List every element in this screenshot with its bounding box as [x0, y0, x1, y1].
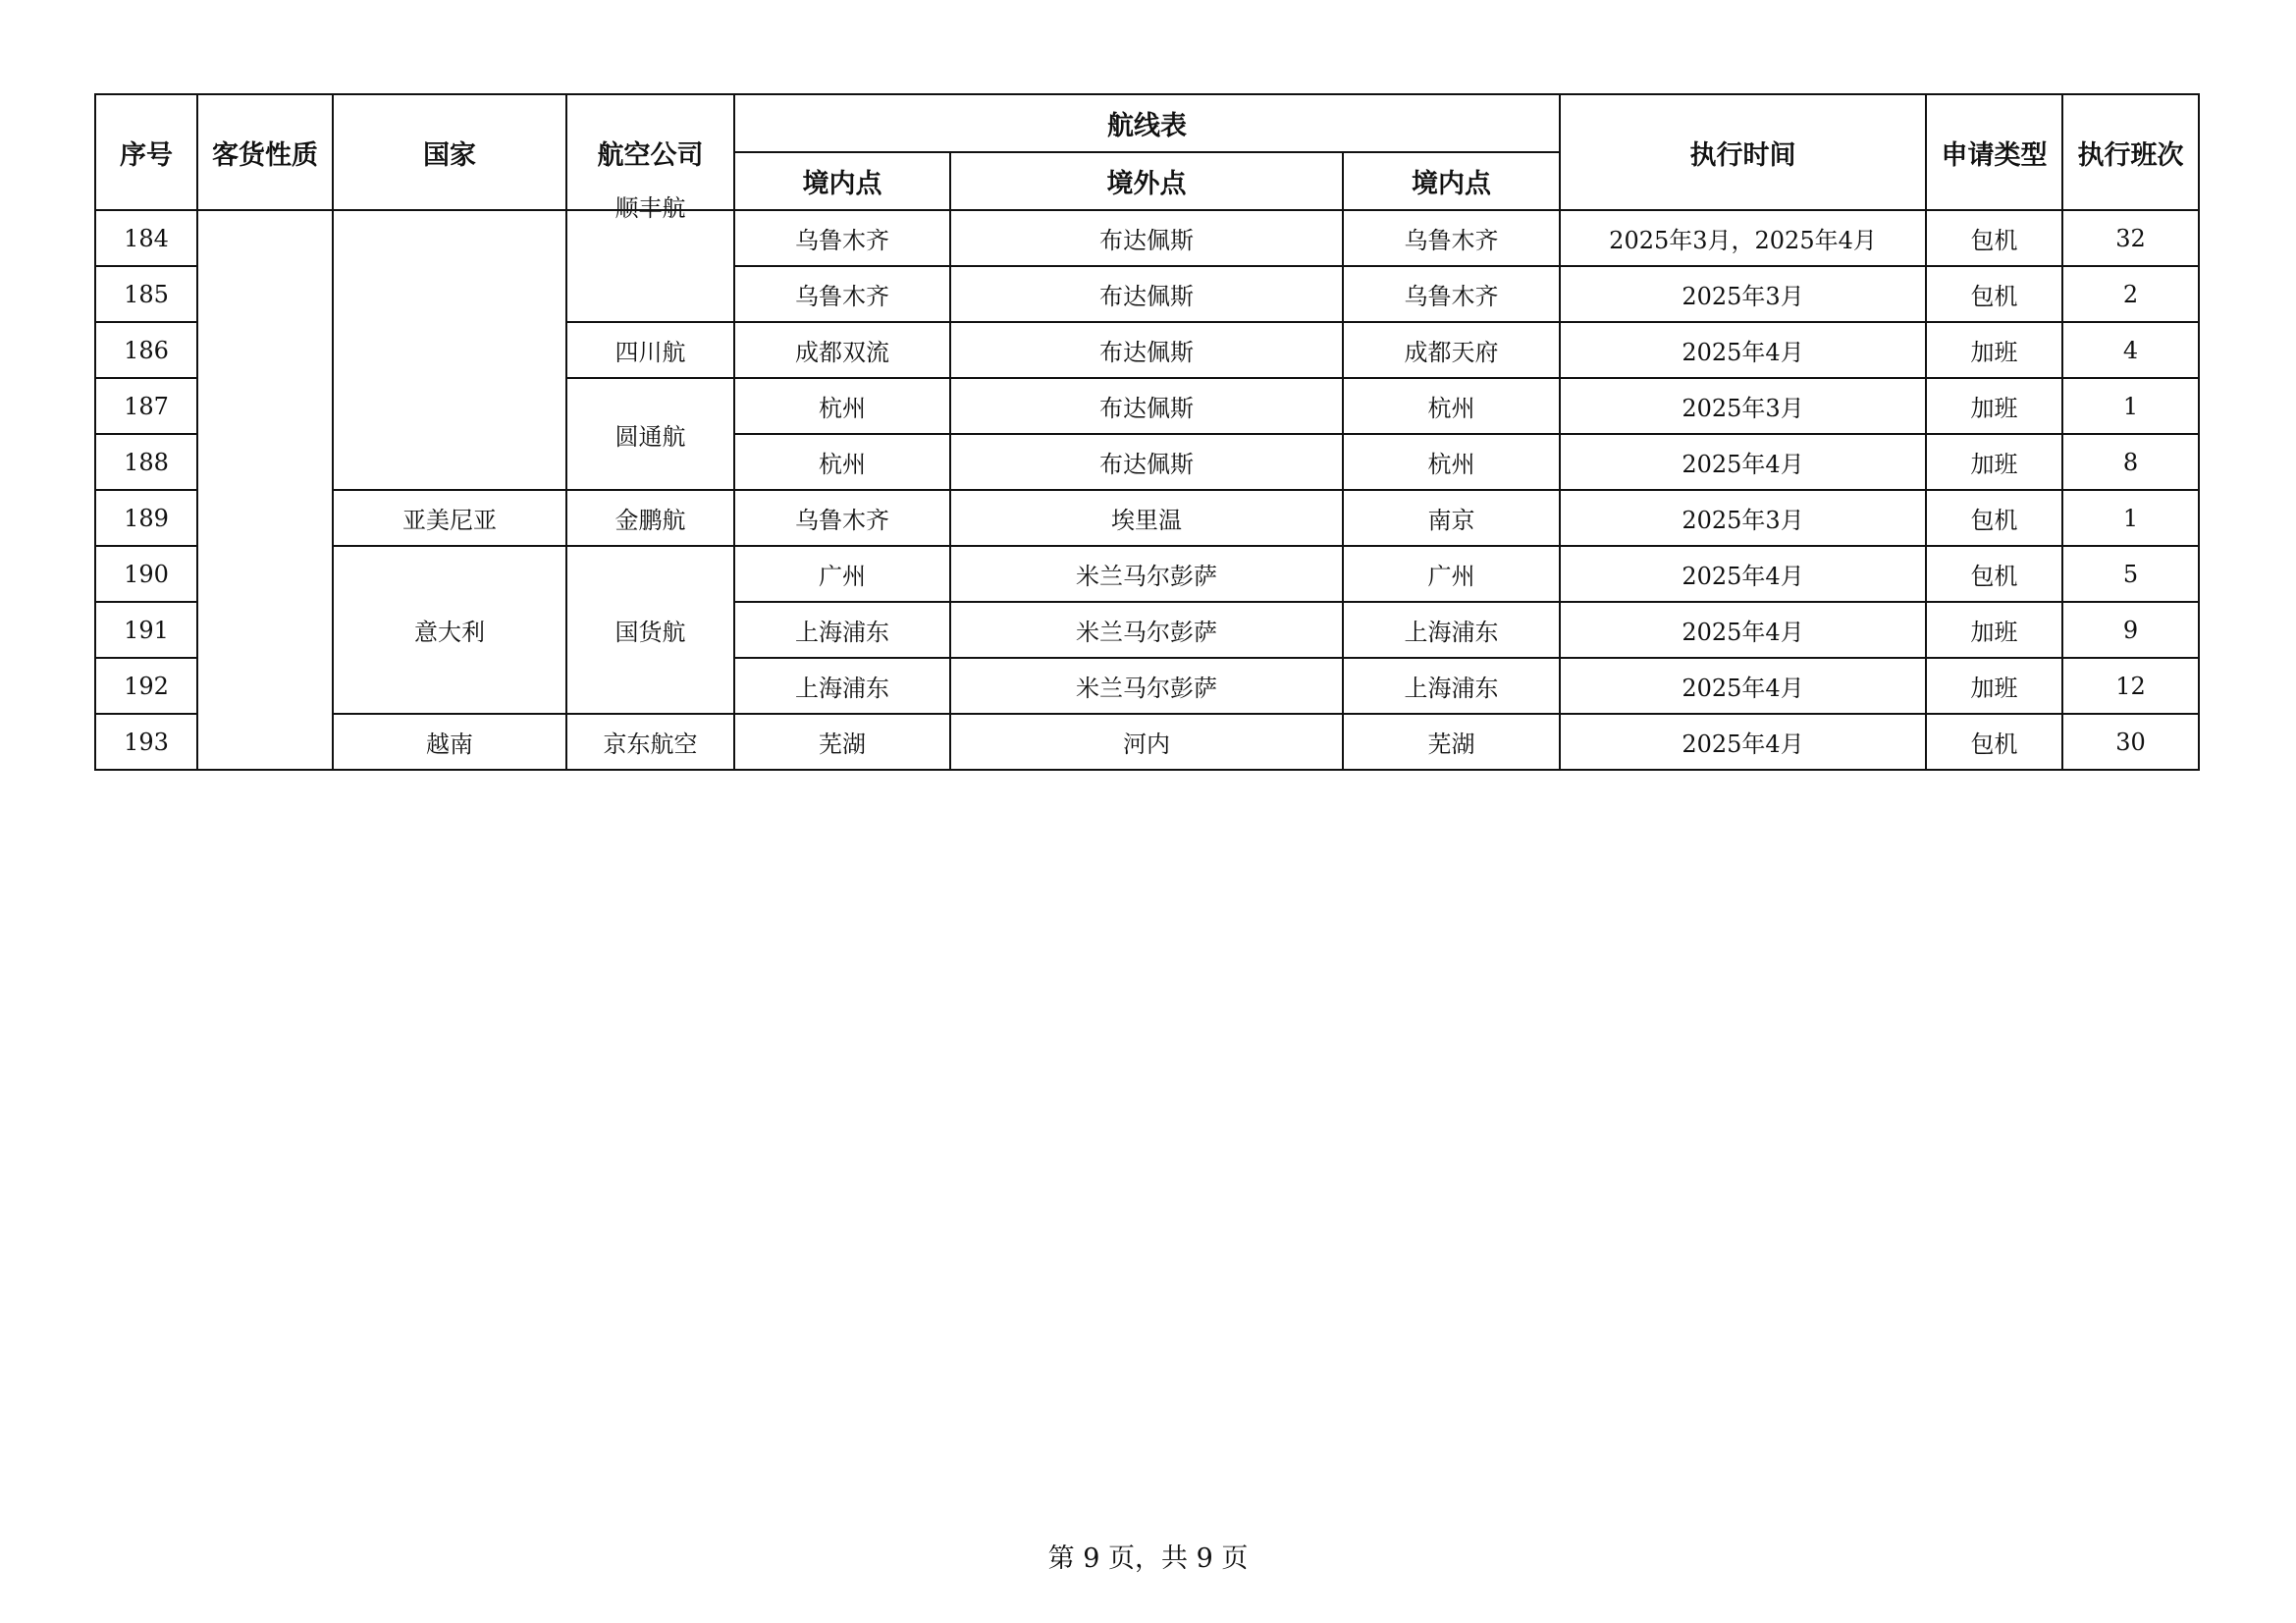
cell-period: 2025年4月: [1560, 546, 1926, 602]
cell-foreign: 布达佩斯: [950, 210, 1343, 266]
cell-country: [333, 210, 566, 490]
cell-domestic-to: 乌鲁木齐: [1343, 210, 1560, 266]
cell-domestic-from: 上海浦东: [734, 658, 950, 714]
cell-foreign: 布达佩斯: [950, 378, 1343, 434]
cell-type: 包机: [1926, 266, 2062, 322]
cell-flights: 9: [2062, 602, 2199, 658]
table-row: [95, 210, 2199, 266]
cell-type: 加班: [1926, 378, 2062, 434]
header-foreign: 境外点: [950, 152, 1343, 210]
table-header-row: [95, 94, 2199, 152]
cell-flights: 30: [2062, 714, 2199, 770]
header-airline: 航空公司: [566, 94, 734, 210]
cell-flights: 5: [2062, 546, 2199, 602]
header-nature: 客货性质: [197, 94, 333, 210]
cell-type: 包机: [1926, 714, 2062, 770]
cell-type: 包机: [1926, 546, 2062, 602]
cell-seq: 191: [95, 602, 197, 658]
cell-type: 加班: [1926, 602, 2062, 658]
cell-flights: 8: [2062, 434, 2199, 490]
cell-domestic-from: 乌鲁木齐: [734, 490, 950, 546]
cell-domestic-to: 南京: [1343, 490, 1560, 546]
cell-domestic-to: 上海浦东: [1343, 602, 1560, 658]
cell-domestic-to: 乌鲁木齐: [1343, 266, 1560, 322]
cell-seq: 188: [95, 434, 197, 490]
cell-domestic-to: 杭州: [1343, 378, 1560, 434]
cell-type: 包机: [1926, 210, 2062, 266]
cell-seq: 187: [95, 378, 197, 434]
cell-foreign: 米兰马尔彭萨: [950, 602, 1343, 658]
cell-flights: 1: [2062, 378, 2199, 434]
cell-airline: [566, 194, 734, 322]
cell-airline-label: 顺丰航: [614, 194, 686, 222]
cell-flights: 1: [2062, 490, 2199, 546]
cell-foreign: 布达佩斯: [950, 322, 1343, 378]
cell-domestic-to: 广州: [1343, 546, 1560, 602]
table-row: [95, 490, 2199, 546]
cell-flights: 4: [2062, 322, 2199, 378]
cell-period: 2025年3月: [1560, 266, 1926, 322]
cell-foreign: 米兰马尔彭萨: [950, 658, 1343, 714]
cell-seq: 189: [95, 490, 197, 546]
cell-domestic-to: 芜湖: [1343, 714, 1560, 770]
cell-domestic-from: 上海浦东: [734, 602, 950, 658]
cell-foreign: 布达佩斯: [950, 266, 1343, 322]
header-domestic-from: 境内点: [734, 152, 950, 210]
cell-airline: 圆通航: [566, 378, 734, 490]
cell-domestic-from: 成都双流: [734, 322, 950, 378]
cell-flights: 12: [2062, 658, 2199, 714]
cell-country: 意大利: [333, 546, 566, 714]
cell-domestic-to: 杭州: [1343, 434, 1560, 490]
header-domestic-to: 境内点: [1343, 152, 1560, 210]
cell-airline: 四川航: [566, 322, 734, 378]
table-row: [95, 546, 2199, 602]
header-country: 国家: [333, 94, 566, 210]
flight-route-table: [94, 93, 2200, 771]
cell-period: 2025年4月: [1560, 322, 1926, 378]
cell-foreign: 布达佩斯: [950, 434, 1343, 490]
cell-period: 2025年4月: [1560, 602, 1926, 658]
cell-country: 亚美尼亚: [333, 490, 566, 546]
cell-seq: 192: [95, 658, 197, 714]
cell-seq: 190: [95, 546, 197, 602]
page-number-footer: 第 9 页，共 9 页: [1047, 1543, 1249, 1574]
header-route-group: 航线表: [734, 94, 1560, 152]
cell-nature: [197, 210, 333, 770]
cell-seq: 185: [95, 266, 197, 322]
header-type: 申请类型: [1926, 94, 2062, 210]
cell-type: 包机: [1926, 490, 2062, 546]
cell-seq: 184: [95, 210, 197, 266]
cell-period: 2025年4月: [1560, 714, 1926, 770]
cell-type: 加班: [1926, 434, 2062, 490]
cell-period: 2025年4月: [1560, 434, 1926, 490]
table-row: [95, 714, 2199, 770]
cell-domestic-from: 乌鲁木齐: [734, 266, 950, 322]
header-flights: 执行班次: [2062, 94, 2199, 210]
cell-country: 越南: [333, 714, 566, 770]
cell-flights: 2: [2062, 266, 2199, 322]
cell-domestic-from: 乌鲁木齐: [734, 210, 950, 266]
cell-period: 2025年4月: [1560, 658, 1926, 714]
cell-domestic-from: 杭州: [734, 378, 950, 434]
cell-airline: 金鹏航: [566, 490, 734, 546]
cell-foreign: 米兰马尔彭萨: [950, 546, 1343, 602]
cell-foreign: 河内: [950, 714, 1343, 770]
cell-period: 2025年3月: [1560, 378, 1926, 434]
cell-type: 加班: [1926, 322, 2062, 378]
cell-seq: 186: [95, 322, 197, 378]
header-period: 执行时间: [1560, 94, 1926, 210]
cell-domestic-from: 芜湖: [734, 714, 950, 770]
cell-airline: 国货航: [566, 546, 734, 714]
cell-foreign: 埃里温: [950, 490, 1343, 546]
cell-type: 加班: [1926, 658, 2062, 714]
cell-flights: 32: [2062, 210, 2199, 266]
cell-airline: 京东航空: [566, 714, 734, 770]
cell-domestic-from: 杭州: [734, 434, 950, 490]
cell-seq: 193: [95, 714, 197, 770]
cell-period: 2025年3月，2025年4月: [1560, 210, 1926, 266]
header-seq: 序号: [95, 94, 197, 210]
cell-domestic-to: 成都天府: [1343, 322, 1560, 378]
cell-period: 2025年3月: [1560, 490, 1926, 546]
cell-domestic-from: 广州: [734, 546, 950, 602]
cell-domestic-to: 上海浦东: [1343, 658, 1560, 714]
